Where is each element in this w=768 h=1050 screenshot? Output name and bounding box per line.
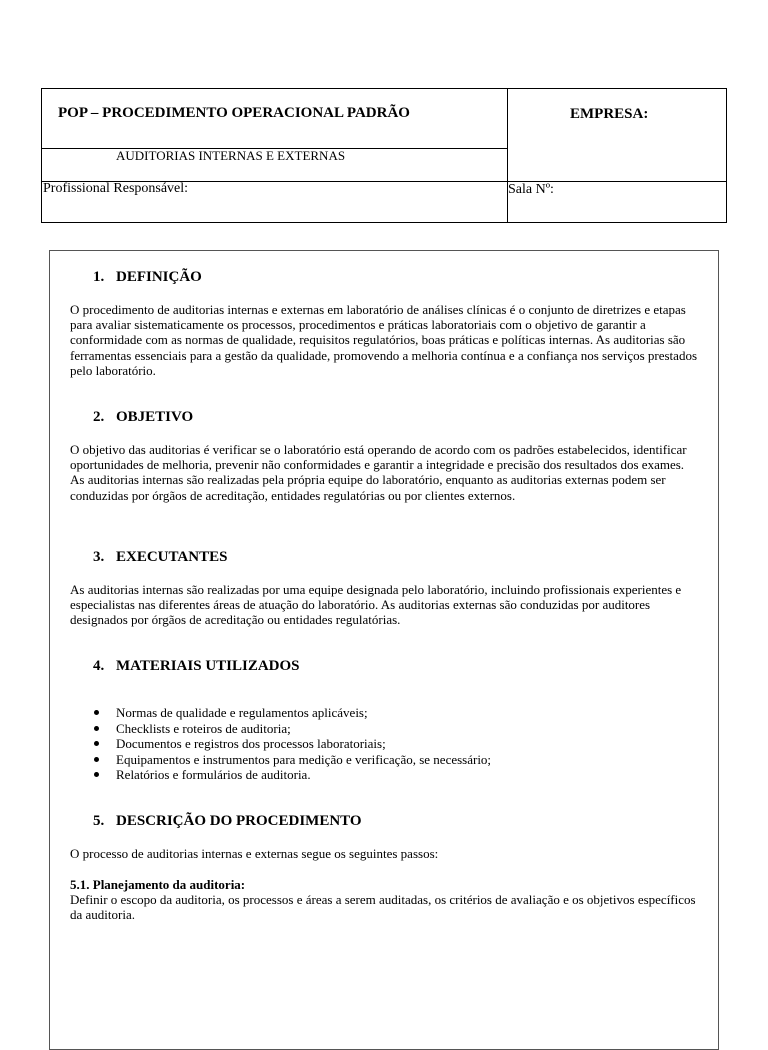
document-title: POP – PROCEDIMENTO OPERACIONAL PADRÃO [58, 105, 410, 121]
header-table [41, 88, 727, 223]
list-item: Equipamentos e instrumentos para medição e verificação, se necessário; [70, 752, 491, 768]
section-title: MATERIAIS UTILIZADOS [116, 658, 300, 674]
section-text-definicao: O procedimento de auditorias internas e externas em laboratório de análises clínicas é o conjunto de diretrizes e etapas para avaliar sistematicamente os processos, procedimentos e práticas laboratoriais com o objetivo de garantir a conformidade com as normas de qualidade, requisitos regulatórios, boas práticas e políticas internas. As auditorias são ferramentas essenciais para a gestão da qualidade, promovendo a melhoria contínua e a confiança nos serviços prestados pelo laboratório. [70, 302, 698, 378]
section-text-objetivo: O objetivo das auditorias é verificar se o laboratório está operando de acordo com os padrões estabelecidos, identificar oportunidades de melhoria, prevenir não conformidades e garantir a integridade e precisão dos resultados dos exames. As auditorias internas são realizadas pela própria equipe do laboratório, enquanto as auditorias externas podem ser conduzidas por órgãos de acreditação, entidades regulatórias ou por clientes externos. [70, 442, 687, 503]
subsection-heading-planejamento: 5.1. Planejamento da auditoria: [70, 877, 246, 892]
section-text-executantes: As auditorias internas são realizadas por uma equipe designada pelo laboratório, incluindo profissionais experientes e especialistas nas diferentes áreas de atuação do laboratório. As auditorias externas são conduzidas por auditores designados por órgãos de acreditação ou entidades regulatórias. [70, 582, 682, 628]
section-heading-executantes [93, 549, 227, 566]
subsection-text-planejamento: Definir o escopo da auditoria, os processos e áreas a serem auditadas, os critérios de avaliação e os objetivos específicos da auditoria. [70, 892, 696, 923]
section-title: DEFINIÇÃO [116, 269, 202, 285]
empresa-label: EMPRESA: [570, 106, 649, 122]
section-number: 5. [93, 813, 105, 829]
section-number: 4. [93, 658, 105, 674]
list-item: Relatórios e formulários de auditoria. [70, 767, 491, 783]
section-text-descricao: O processo de auditorias internas e externas segue os seguintes passos: [70, 846, 439, 861]
header-divider-vertical [507, 89, 508, 222]
sala-label: Sala Nº: [508, 182, 554, 197]
section-title: EXECUTANTES [116, 549, 228, 565]
list-item: Checklists e roteiros de auditoria; [70, 721, 491, 737]
document-subtitle: AUDITORIAS INTERNAS E EXTERNAS [116, 148, 346, 163]
list-item: Documentos e registros dos processos laboratoriais; [70, 736, 491, 752]
section-title: OBJETIVO [116, 409, 194, 425]
section-heading-materiais [93, 658, 300, 675]
section-heading-descricao [93, 813, 362, 830]
section-heading-objetivo [93, 409, 193, 426]
section-number: 2. [93, 409, 105, 425]
materiais-list [70, 705, 491, 783]
section-title: DESCRIÇÃO DO PROCEDIMENTO [116, 813, 362, 829]
section-number: 1. [93, 269, 105, 285]
list-item: Normas de qualidade e regulamentos aplicáveis; [70, 705, 491, 721]
section-number: 3. [93, 549, 105, 565]
profissional-responsavel-label: Profissional Responsável: [43, 181, 189, 196]
section-heading-definicao [93, 269, 202, 286]
content-box [49, 250, 719, 1050]
